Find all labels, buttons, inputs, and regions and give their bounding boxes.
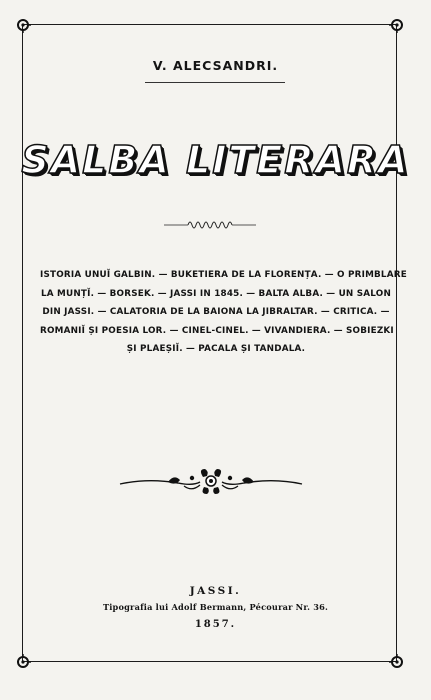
author-name: V. ALECSANDRI. [152, 58, 279, 73]
wavy-rule-ornament-icon [162, 217, 258, 231]
contents-line: DIN JASSI. — CALATORIA DE LA BAIONA LA JIBRALTAR. — CRITICA. — [42, 307, 390, 317]
corner-scroll-icon [15, 654, 31, 670]
contents-line: ROMANIĬ ȘI POESIA LOR. — CINEL-CINEL. — VIVANDIERA. — SOBIEZKI [40, 325, 394, 336]
imprint-printer: Tipografia lui Adolf Bermann, Pécourar Nr. 36. [102, 602, 329, 612]
contents-line: ISTORIA UNUĬ GALBIN. — BUKETIERA DE LA FLORENȚA. — O PRIMBLARE [40, 270, 407, 280]
contents-line: LA MUNȚĬ. — BORSEK. — JASSI IN 1845. — BALTA ALBA. — UN SALON [40, 288, 392, 299]
floral-vignette-icon [118, 468, 304, 496]
contents-line: ȘI PLAEȘIĬ. — PACALA ȘI TANDALA. [126, 344, 306, 354]
book-title: SALBA LITERARA [21, 138, 410, 182]
corner-scroll-icon [389, 17, 405, 33]
corner-scroll-icon [15, 17, 31, 33]
contents-list [40, 266, 407, 359]
imprint-year: 1857. [194, 619, 237, 630]
corner-scroll-icon [389, 654, 405, 670]
author-rule [145, 82, 285, 83]
imprint-city: JASSI. [189, 585, 242, 597]
